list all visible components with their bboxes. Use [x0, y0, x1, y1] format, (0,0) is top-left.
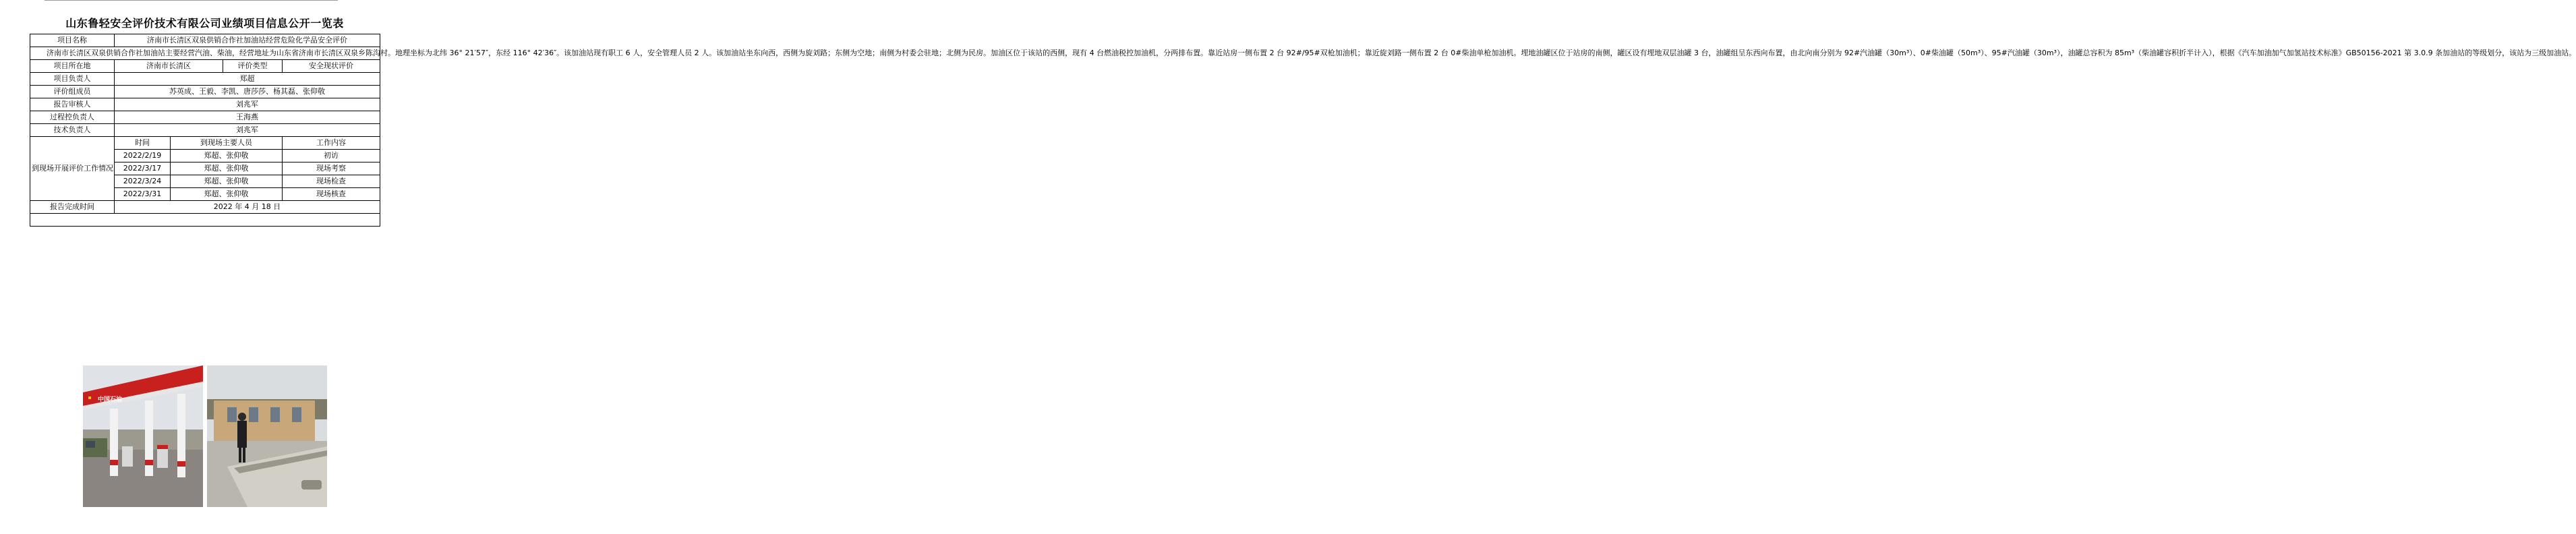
- row-team: [30, 86, 380, 98]
- visit-people: 郑超、张仰敬: [171, 162, 283, 175]
- photos-cell: [30, 214, 380, 227]
- row-tech: [30, 124, 380, 137]
- description-cell: [30, 47, 2576, 60]
- row-leader: [30, 73, 380, 86]
- row-completion: [30, 201, 380, 214]
- row-site-header: [30, 137, 380, 150]
- row-description: [30, 47, 380, 60]
- tech-label: 技术负责人: [30, 124, 115, 137]
- visit-date: 2022/3/24: [115, 175, 171, 188]
- row-reviewer: [30, 98, 380, 111]
- team-label: 评价组成员: [30, 86, 115, 98]
- completion-label: 报告完成时间: [30, 201, 115, 214]
- visit-date: 2022/3/31: [115, 188, 171, 201]
- gas-station-photo: [83, 365, 203, 507]
- visit-people: 郑超、张仰敬: [171, 188, 283, 201]
- project-name-value: 济南市长清区双泉供销合作社加油站经营危险化学品安全评价: [115, 34, 380, 47]
- description-text: 济南市长清区双泉供销合作社加油站主要经营汽油、柴油，经营地址为山东省济南市长清区双泉乡陈沟村。地理坐标为北纬 36° 21′57″，东经 116° 42′36″。该加油站现有职工 6 人，安全管理人员 2 人。该加油站坐东向西，西侧为旋刘路；东侧为空地；南侧为村委会驻地；北侧为民房。加油区位于该站的西侧，现有 4 台燃油税控加油机，分两排布置。靠近站房一侧布置 2 台 92#/95#双枪加油机；靠近旋刘路一侧布置 2 台 0#柴油单枪加油机。埋地油罐区位于站房的南侧，罐区设有埋地双层油罐 3 台，油罐组呈东西向布置，由北向南分别为 92#汽油罐（30m³）、0#柴油罐（50m³）、95#汽油罐（30m³），油罐总容积为 85m³（柴油罐容积折半计入），根据《汽车加油加气加氢站技术标准》GB50156-2021 第 3.0.9 条加油站的等级划分，该站为三级加油站。: [47, 49, 2576, 57]
- visit-date: 2022/2/19: [115, 150, 171, 162]
- visit-people: 郑超、张仰敬: [171, 175, 283, 188]
- team-value: 苏英成、王毅、李凯、唐莎莎、杨其磊、张仰敬: [115, 86, 380, 98]
- leader-label: 项目负责人: [30, 73, 115, 86]
- page-title: 山东鲁轻安全评价技术有限公司业绩项目信息公开一览表: [65, 17, 344, 30]
- process-value: 王海燕: [115, 111, 380, 124]
- project-info-table: [30, 34, 2576, 227]
- gas-station-illustration: [83, 365, 203, 507]
- tank-area-photo: [207, 365, 327, 507]
- site-header-date: 时间: [115, 137, 171, 150]
- completion-value: 2022 年 4 月 18 日: [115, 201, 380, 214]
- reviewer-value: 刘兆军: [115, 98, 380, 111]
- visit-work: 现场检查: [283, 175, 380, 188]
- visit-work: 现场考察: [283, 162, 380, 175]
- visit-date: 2022/3/17: [115, 162, 171, 175]
- tank-area-illustration: [207, 365, 327, 507]
- location-label: 项目所在地: [30, 60, 115, 73]
- leader-value: 郑超: [115, 73, 380, 86]
- project-name-label: 项目名称: [30, 34, 115, 47]
- tech-value: 刘兆军: [115, 124, 380, 137]
- eval-type-label: 评价类型: [223, 60, 283, 73]
- eval-type-value: 安全现状评价: [283, 60, 380, 73]
- row-project-name: [30, 34, 380, 47]
- site-header-people: 到现场主要人员: [171, 137, 283, 150]
- row-process: [30, 111, 380, 124]
- site-label: 到现场开展评价工作情况: [30, 137, 115, 201]
- reviewer-label: 报告审核人: [30, 98, 115, 111]
- visit-work: 初访: [283, 150, 380, 162]
- row-photos: [30, 214, 380, 227]
- location-value: 济南市长清区: [115, 60, 223, 73]
- top-rule: [45, 0, 338, 1]
- canopy-sign-text: 中国石油: [98, 396, 123, 403]
- site-header-work: 工作内容: [283, 137, 380, 150]
- process-label: 过程控负责人: [30, 111, 115, 124]
- visit-people: 郑超、张仰敬: [171, 150, 283, 162]
- visit-work: 现场核查: [283, 188, 380, 201]
- row-location: [30, 60, 380, 73]
